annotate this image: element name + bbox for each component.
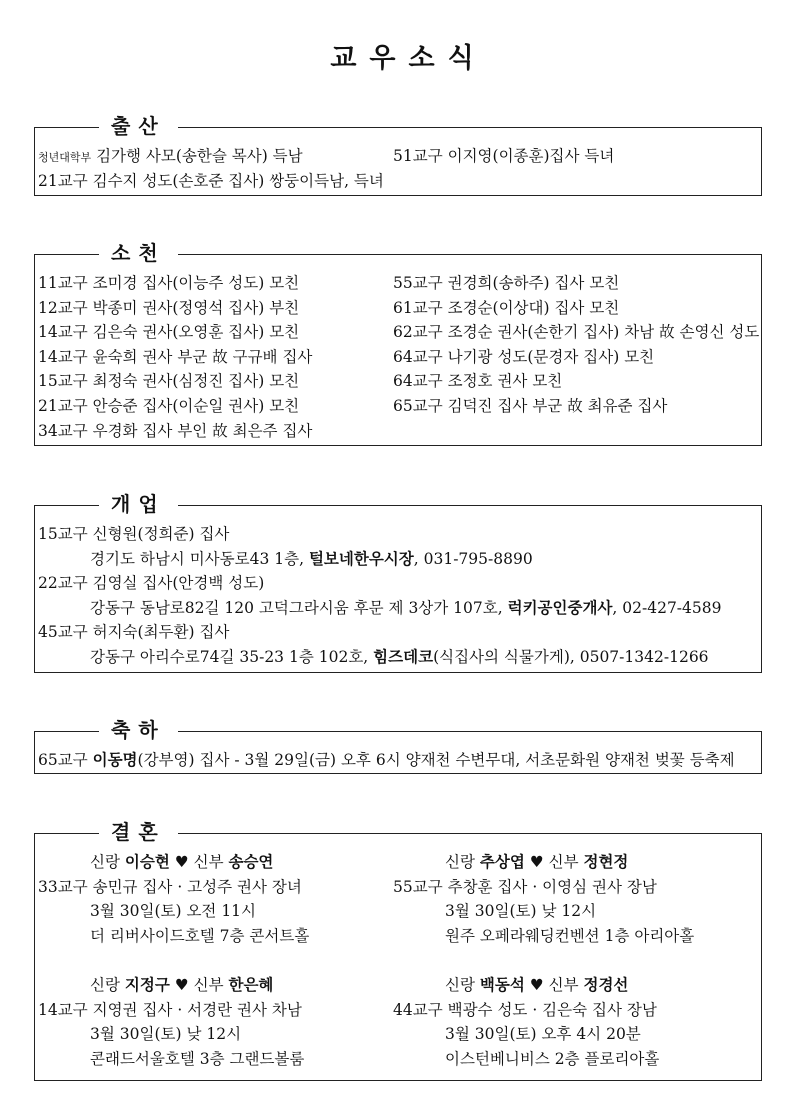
birth-entry: 청년대학부 김가행 사모(송한슬 목사) 득남 (38, 147, 303, 165)
wedding-venue: 더 리버사이드호텔 7층 콘서트홀 (90, 926, 310, 945)
opening-address: 강동구 동남로82길 120 고덕그라시움 후문 제 3상가 107호, 럭키공인중개사, 02-427-4589 (90, 597, 722, 617)
heart-icon: ♥ (174, 853, 189, 871)
business-name: 털보네한우시장 (308, 548, 414, 568)
couple-family: 44교구 백광수 성도 · 김은숙 집사 장남 (393, 1000, 657, 1019)
opening-section (34, 492, 762, 673)
funeral-entry: 65교구 김덕진 집사 부군 故 최유준 집사 (393, 396, 668, 415)
heart-icon: ♥ (529, 975, 544, 994)
funeral-section (34, 241, 762, 446)
wedding-date: 3월 30일(토) 낮 12시 (90, 1025, 242, 1044)
funeral-entry: 11교구 조미경 집사(이능주 성도) 모친 (38, 274, 300, 292)
birth-entry: 21교구 김수지 성도(손호준 집사) 쌍둥이득남, 득녀 (38, 171, 384, 190)
couple-names: 신랑 이승현 ♥ 신부 송승연 (90, 852, 274, 871)
birth-section-label: 출산 (99, 114, 178, 138)
funeral-entry: 21교구 안승준 집사(이순일 권사) 모친 (38, 396, 300, 415)
celebration-section-label: 축하 (99, 718, 178, 742)
heart-icon: ♥ (174, 975, 189, 994)
business-name: 힘즈데코 (373, 646, 434, 666)
couple-family: 14교구 지영권 집사 · 서경란 권사 차남 (38, 1000, 302, 1019)
couple-family: 55교구 추창훈 집사 · 이영심 권사 장남 (393, 877, 657, 896)
celebration-entry: 65교구 이동명(강부영) 집사 - 3월 29일(금) 오후 6시 양재천 수변무대, 서초문화원 양재천 벚꽃 등축제 (38, 750, 735, 769)
couple-names: 신랑 추상엽 ♥ 신부 정현정 (445, 852, 629, 871)
funeral-entry: 62교구 조경순 권사(손한기 집사) 차남 故 손영신 성도 (393, 323, 760, 342)
celebration-section (34, 718, 762, 774)
business-name: 럭키공인중개사 (507, 597, 613, 617)
opening-person: 45교구 허지숙(최두환) 집사 (38, 623, 230, 642)
birth-entry: 51교구 이지영(이종훈)집사 득녀 (393, 147, 615, 165)
funeral-section-label: 소천 (99, 241, 178, 265)
wedding-date: 3월 30일(토) 오후 4시 20분 (445, 1025, 641, 1044)
couple-names: 신랑 지정구 ♥ 신부 한은혜 (90, 974, 274, 994)
wedding-venue: 콘래드서울호텔 3층 그랜드볼룸 (90, 1049, 305, 1068)
wedding-venue: 원주 오페라웨딩컨벤션 1층 아리아홀 (445, 926, 695, 945)
opening-address: 경기도 하남시 미사동로43 1층, 털보네한우시장, 031-795-8890 (90, 548, 533, 568)
funeral-entry: 14교구 김은숙 권사(오영훈 집사) 모친 (38, 323, 300, 342)
page-title: 교우소식 (330, 43, 487, 74)
opening-person: 15교구 신형원(정희준) 집사 (38, 525, 230, 543)
funeral-entry: 64교구 조정호 권사 모친 (393, 372, 563, 391)
wedding-section-label: 결혼 (99, 820, 178, 844)
funeral-entry: 12교구 박종미 권사(정영석 집사) 부친 (38, 298, 300, 317)
funeral-entry: 15교구 최정숙 권사(심정진 집사) 모친 (38, 372, 300, 391)
funeral-entry: 55교구 권경희(송하주) 집사 모친 (393, 274, 620, 292)
funeral-entry: 61교구 조경순(이상대) 집사 모친 (393, 298, 620, 317)
wedding-section (34, 820, 762, 1081)
wedding-venue: 이스턴베니비스 2층 플로리아홀 (445, 1049, 660, 1068)
wedding-date: 3월 30일(토) 오전 11시 (90, 902, 257, 921)
couple-family: 33교구 송민규 집사 · 고성주 권사 장녀 (38, 877, 302, 896)
couple-names: 신랑 백동석 ♥ 신부 정경선 (445, 974, 629, 994)
heart-icon: ♥ (529, 853, 544, 871)
birth-section (34, 114, 762, 196)
funeral-entry: 64교구 나기광 성도(문경자 집사) 모친 (393, 347, 655, 366)
opening-section-label: 개업 (99, 492, 178, 516)
opening-address: 강동구 아리수로74길 35-23 1층 102호, 힘즈데코(식집사의 식물가게), 0507-1342-1266 (90, 646, 709, 666)
wedding-date: 3월 30일(토) 낮 12시 (445, 902, 597, 921)
funeral-entry: 14교구 윤숙희 권사 부군 故 구규배 집사 (38, 347, 313, 366)
opening-person: 22교구 김영실 집사(안경백 성도) (38, 574, 265, 593)
funeral-entry: 34교구 우경화 집사 부인 故 최은주 집사 (38, 421, 313, 440)
